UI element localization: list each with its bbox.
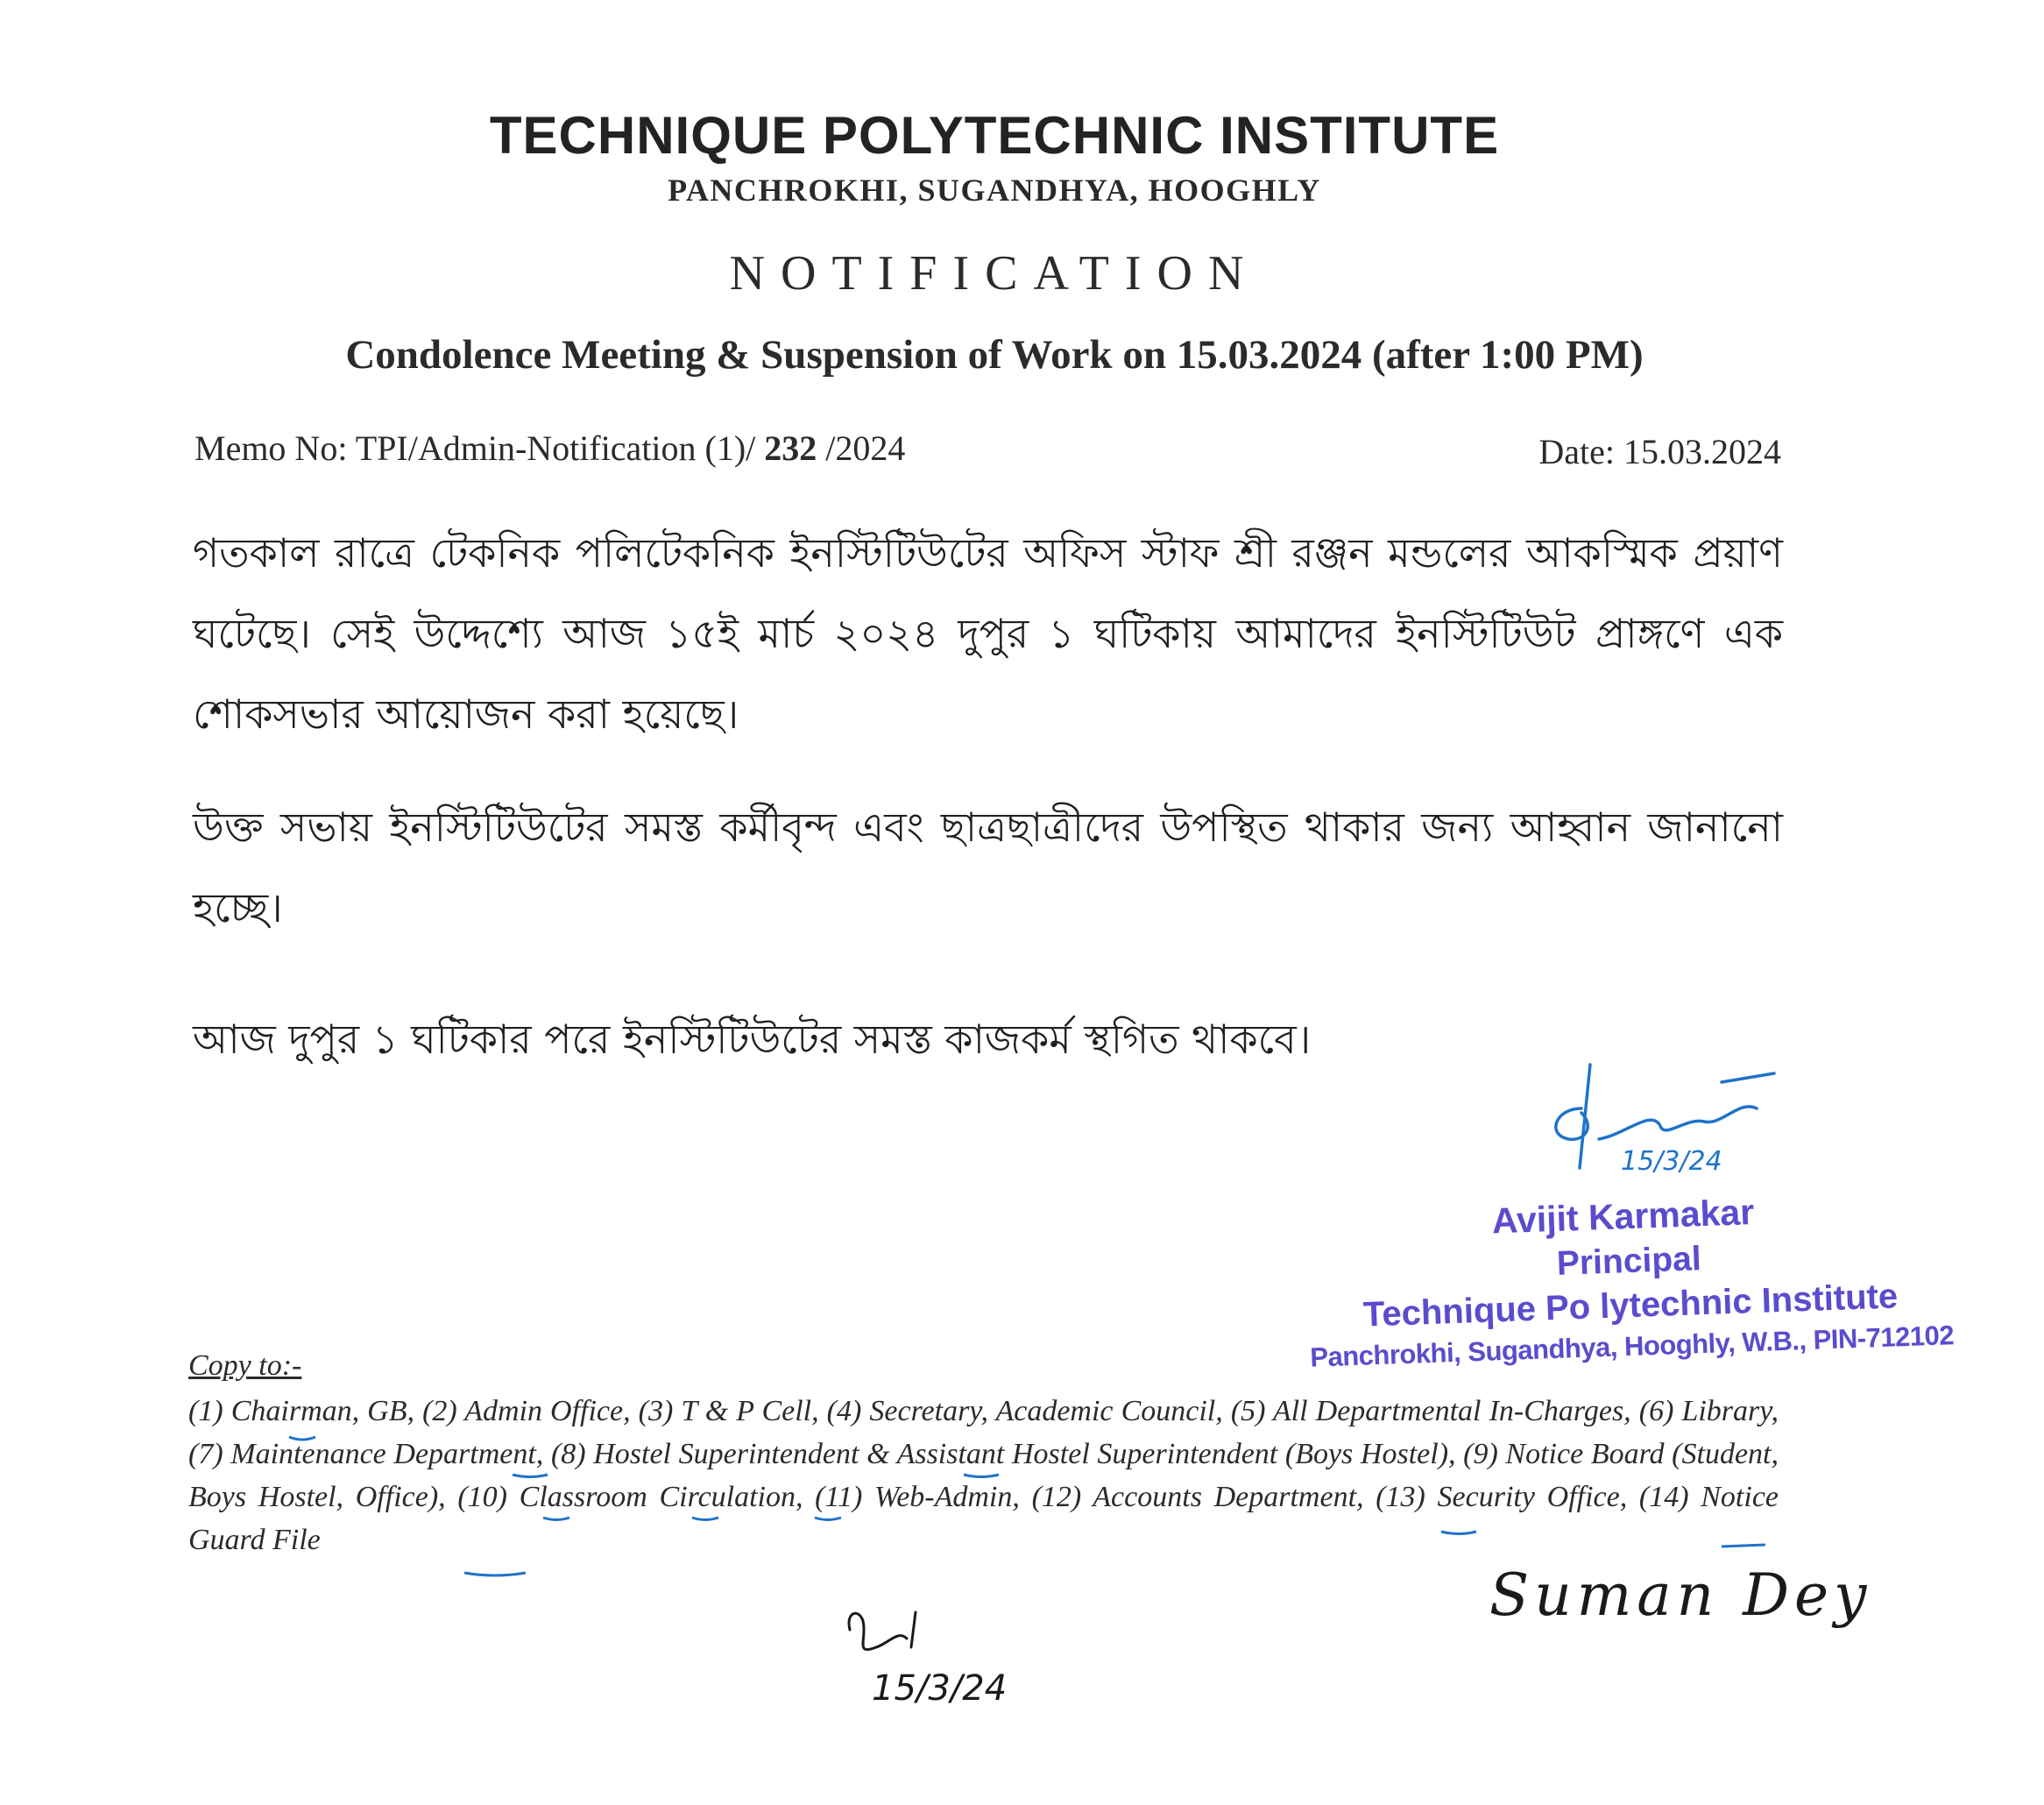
- institute-address: PANCHROKHI, SUGANDHYA, HOOGHLY: [668, 173, 1321, 208]
- notice-date: Date: 15.03.2024: [1538, 432, 1781, 471]
- initials-date: 15/3/24: [872, 1668, 1008, 1709]
- stamp-address: Panchrokhi, Sugandhya, Hooghly, W.B., PIN-712102: [1309, 1320, 1955, 1373]
- stamp-name: Avijit Karmakar: [1491, 1192, 1755, 1242]
- suman-signature-text: Suman Dey: [1489, 1561, 1872, 1629]
- memo-number: 232: [764, 428, 817, 468]
- notice-heading: NOTIFICATION: [729, 246, 1260, 301]
- memo-prefix: Memo No: TPI/Admin-Notification (1)/: [194, 428, 765, 468]
- principal-sign-date: 15/3/24: [1621, 1146, 1722, 1177]
- initials-mark: [837, 1595, 1056, 1726]
- underline-security: [464, 1573, 526, 1575]
- memo-number-line: [194, 428, 905, 469]
- notice-subject: Condolence Meeting & Suspension of Work on 15.03.2024 (after 1:00 PM): [345, 332, 1644, 378]
- stamp-institute: Technique Po lytechnic Institute: [1362, 1277, 1899, 1334]
- principal-signature: [1520, 1056, 1783, 1179]
- body-paragraph-2: উক্ত সভায় ইনস্টিটিউটের সমস্ত কর্মীবৃন্দ এবং ছাত্রছাত্রীদের উপস্থিত থাকার জন্য আহ্বান জানানো হচ্ছে।: [193, 803, 1783, 931]
- copy-to-label: Copy to:-: [188, 1349, 302, 1382]
- copy-to-list: (1) Chairman, GB, (2) Admin Office, (3) T & P Cell, (4) Secretary, Academic Council, (5) All Departmental In-Charges, (6) Library, (7) Maintenance Department, (8) Hostel Superintendent & Assistant Hostel Superintendent (Boys Hostel), (9) Notice Board (Student, Boys Hostel, Office), (10) Classroom Circulation, (11) Web-Admin, (12) Accounts Department, (13) Security Office, (14) Notice Guard File: [188, 1395, 1779, 1556]
- stamp-title: Principal: [1556, 1240, 1702, 1283]
- memo-suffix: /2024: [817, 428, 906, 468]
- body-paragraph-3: আজ দুপুর ১ ঘটিকার পরে ইনস্টিটিউটের সমস্ত কাজকর্ম স্থগিত থাকবে।: [193, 1016, 1312, 1063]
- institute-name: TECHNIQUE POLYTECHNIC INSTITUTE: [489, 106, 1500, 165]
- suman-signature: [1481, 1547, 1963, 1643]
- principal-stamp: [1294, 1185, 1965, 1374]
- body-paragraph-1: গতকাল রাত্রে টেকনিক পলিটেকনিক ইনস্টিটিউটের অফিস স্টাফ শ্রী রঞ্জন মন্ডলের আকস্মিক প্রয়াণ ঘটেছে। সেই উদ্দেশ্যে আজ ১৫ই মার্চ ২০২৪ দুপুর ১ ঘটিকায় আমাদের ইনস্টিটিউট প্রাঙ্গণে এক শোকসভার আয়োজন করা হয়েছে।: [193, 529, 1783, 738]
